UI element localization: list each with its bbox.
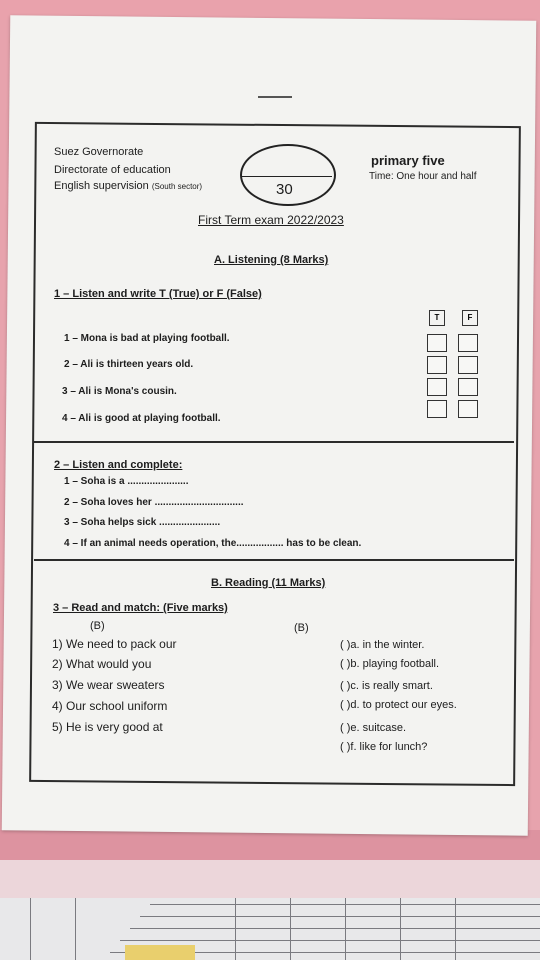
- match-left-3: 3) We wear sweaters: [52, 678, 165, 692]
- pen-mark: [258, 96, 292, 98]
- column-a-label: (B): [90, 620, 105, 632]
- supervision-label: English supervision (South sector): [54, 180, 203, 192]
- governorate-label: Suez Governorate: [54, 146, 144, 158]
- q2-title: 2 – Listen and complete:: [54, 459, 183, 471]
- q1-item-3: 3 – Ali is Mona's cousin.: [62, 386, 177, 397]
- false-column-label: F: [462, 310, 478, 326]
- q2-item-4: 4 – If an animal needs operation, the................. has to be clean.: [64, 538, 362, 549]
- match-left-2: 2) What would you: [52, 657, 152, 671]
- answer-box-f-2[interactable]: [458, 356, 478, 374]
- match-left-5: 5) He is very good at: [52, 720, 163, 734]
- answer-box-t-4[interactable]: [427, 400, 447, 418]
- q1-item-1: 1 – Mona is bad at playing football.: [64, 333, 230, 344]
- answer-box-t-1[interactable]: [427, 334, 447, 352]
- q1-item-2: 2 – Ali is thirteen years old.: [64, 359, 194, 370]
- column-b-label: (B): [294, 622, 309, 634]
- grade-label: primary five: [371, 153, 445, 168]
- q1-item-4: 4 – Ali is good at playing football.: [62, 413, 221, 424]
- score-divider: [242, 176, 332, 177]
- lower-paper-sheet: [0, 860, 540, 900]
- match-right-e: ( )e. suitcase.: [340, 722, 407, 734]
- q1-title: 1 – Listen and write T (True) or F (False): [54, 288, 262, 300]
- q2-item-2: 2 – Soha loves her ................................: [64, 497, 244, 508]
- q2-item-1: 1 – Soha is a ......................: [64, 476, 189, 487]
- match-right-f: ( )f. like for lunch?: [340, 741, 428, 753]
- section-b-title: B. Reading (11 Marks): [211, 577, 326, 589]
- match-right-a: ( )a. in the winter.: [340, 639, 425, 651]
- section-a-title: A. Listening (8 Marks): [214, 254, 329, 266]
- answer-box-f-3[interactable]: [458, 378, 478, 396]
- match-left-1: 1) We need to pack our: [52, 637, 177, 651]
- match-right-b: ( )b. playing football.: [340, 658, 440, 670]
- answer-box-t-3[interactable]: [427, 378, 447, 396]
- time-label: Time: One hour and half: [369, 171, 477, 182]
- q3-title: 3 – Read and match: (Five marks): [53, 602, 228, 614]
- match-right-c: ( )c. is really smart.: [340, 680, 433, 692]
- q2-item-3: 3 – Soha helps sick ......................: [64, 517, 221, 528]
- directorate-label: Directorate of education: [54, 164, 171, 176]
- answer-box-t-2[interactable]: [427, 356, 447, 374]
- match-right-d: ( )d. to protect our eyes.: [340, 699, 457, 711]
- answer-box-f-1[interactable]: [458, 334, 478, 352]
- score-value: 30: [276, 181, 293, 198]
- divider-1: [34, 441, 514, 443]
- match-left-4: 4) Our school uniform: [52, 699, 168, 713]
- lined-notebook-background: [0, 898, 540, 960]
- exam-title: First Term exam 2022/2023: [198, 213, 344, 227]
- divider-2: [34, 559, 514, 561]
- answer-box-f-4[interactable]: [458, 400, 478, 418]
- yellow-object: [125, 945, 195, 960]
- true-column-label: T: [429, 310, 445, 326]
